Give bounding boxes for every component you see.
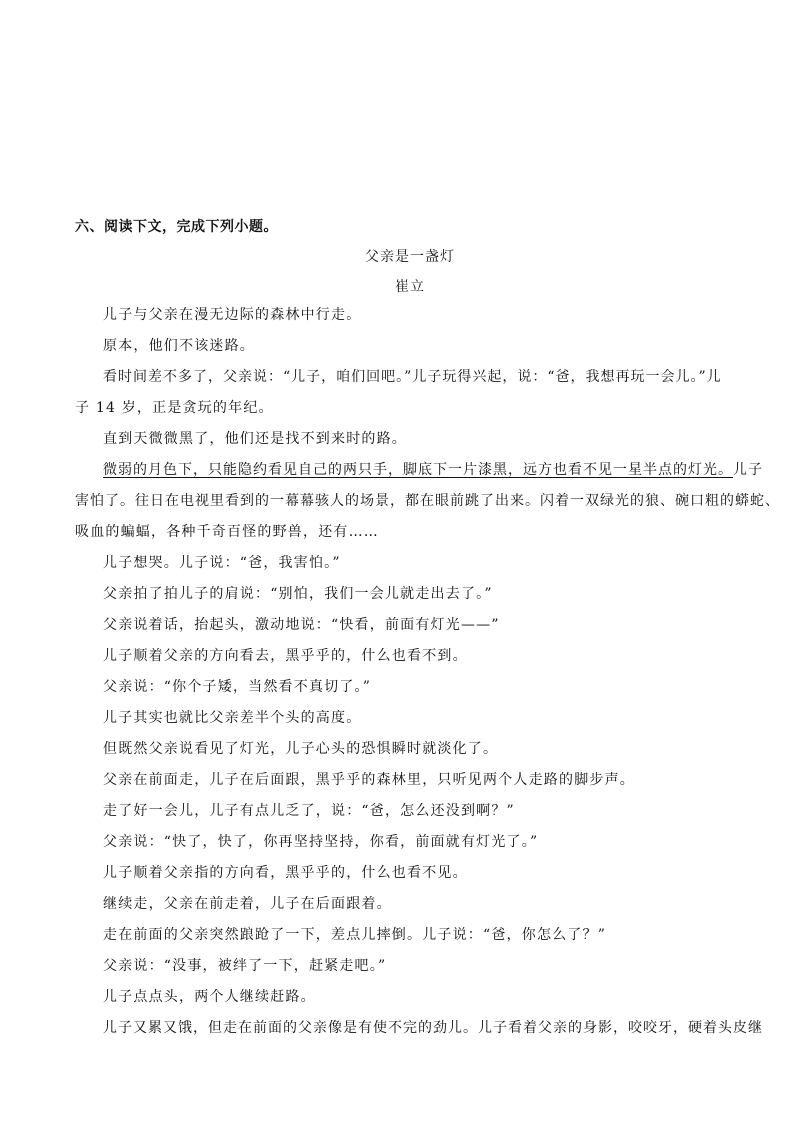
paragraph-line: 吸血的蝙蝠，各种千奇百怪的野兽，还有…… — [75, 524, 379, 540]
article-title: 父亲是一盏灯 — [365, 249, 455, 265]
paragraph-line: 儿子顺着父亲指的方向看，黑乎乎的，什么也看不见。 — [103, 865, 468, 881]
paragraph-line: 父亲拍了拍儿子的肩说：“别怕，我们一会儿就走出去了。” — [103, 586, 493, 602]
paragraph-line: 儿子顺着父亲的方向看去，黑乎乎的，什么也看不到。 — [103, 648, 468, 664]
underlined-sentence: 微弱的月色下，只能隐约看见自己的两只手，脚底下一片漆黑，远方也看不见一星半点的灯光。 — [103, 462, 733, 478]
paragraph-line: 父亲在前面走，儿子在后面跟，黑乎乎的森林里，只听见两个人走路的脚步声。 — [103, 772, 635, 788]
paragraph-line: 父亲说着话，抬起头，激动地说：“快看，前面有灯光——” — [103, 617, 500, 633]
paragraph-line: 儿子点点头，两个人继续赶路。 — [103, 989, 316, 1005]
article-author: 崔立 — [395, 279, 425, 295]
paragraph-line: 继续走，父亲在前走着，儿子在后面跟着。 — [103, 896, 392, 912]
paragraph-line: 儿子想哭。儿子说：“爸，我害怕。” — [103, 555, 341, 571]
paragraph-line: 父亲说：“没事，被绊了一下，赶紧走吧。” — [103, 958, 387, 974]
section-heading: 六、阅读下文，完成下列小题。 — [75, 219, 278, 235]
paragraph-line: 儿子又累又饿，但走在前面的父亲像是有使不完的劲儿。儿子看着父亲的身影，咬咬牙，硬着头皮继 — [103, 1020, 763, 1036]
line-tail: 儿子 — [733, 462, 763, 478]
paragraph-line: 子 14 岁，正是贪玩的年纪。 — [75, 400, 274, 416]
paragraph-line: 父亲说：“你个子矮，当然看不真切了。” — [103, 679, 372, 695]
paragraph-line: 走了好一会儿，儿子有点儿乏了，说：“爸，怎么还没到啊？” — [103, 803, 515, 819]
paragraph-line — [103, 462, 763, 478]
paragraph-line: 害怕了。往日在电视里看到的一幕幕骇人的场景，都在眼前跳了出来。闪着一双绿光的狼、碗口粗的蟒蛇、 — [75, 493, 780, 509]
paragraph-line: 父亲说：“快了，快了，你再坚持坚持，你看，前面就有灯光了。” — [103, 834, 539, 850]
paragraph-line: 儿子其实也就比父亲差半个头的高度。 — [103, 710, 362, 726]
paragraph-line: 儿子与父亲在漫无边际的森林中行走。 — [103, 307, 362, 323]
paragraph-line: 原本，他们不该迷路。 — [103, 338, 255, 354]
paragraph-line: 看时间差不多了，父亲说：“儿子，咱们回吧。”儿子玩得兴起，说：“爸，我想再玩一会儿。”儿 — [103, 369, 722, 385]
paragraph-line: 走在前面的父亲突然踉跄了一下，差点儿摔倒。儿子说：“爸，你怎么了？” — [103, 927, 607, 943]
paragraph-line: 但既然父亲说看见了灯光，儿子心头的恐惧瞬时就淡化了。 — [103, 741, 499, 757]
paragraph-line: 直到天微微黑了，他们还是找不到来时的路。 — [103, 431, 407, 447]
